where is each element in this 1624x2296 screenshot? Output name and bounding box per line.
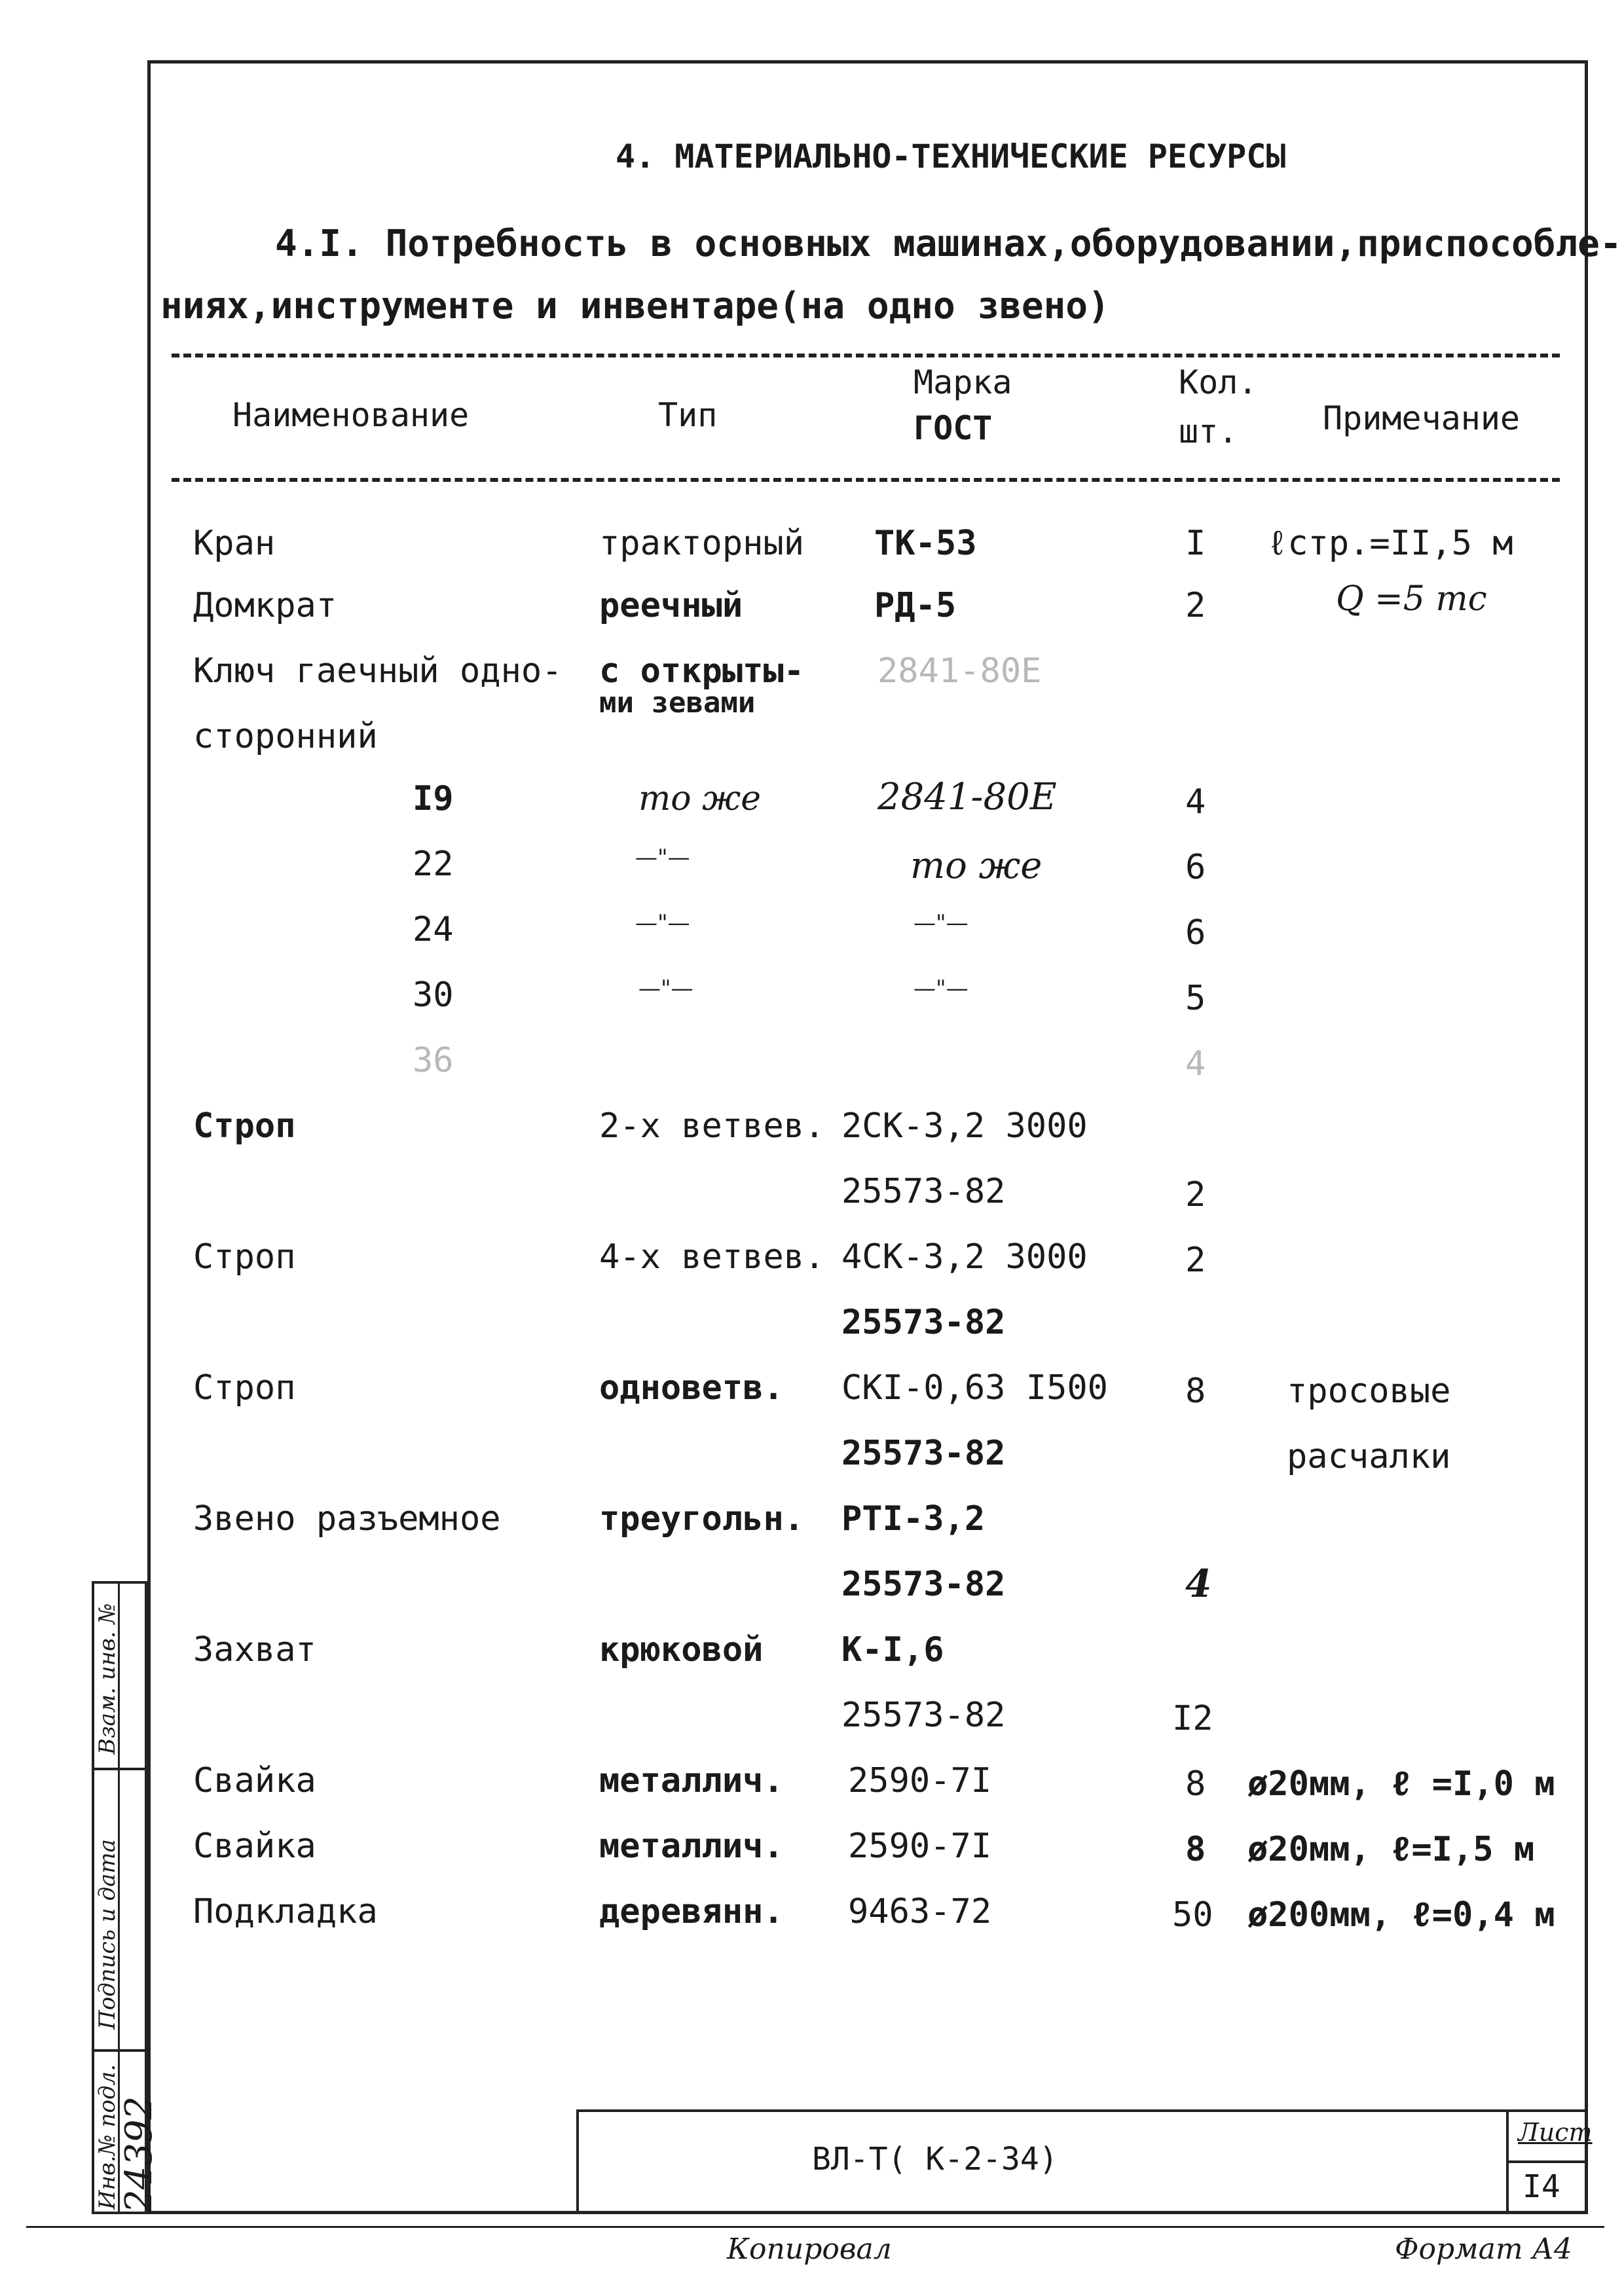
- cell-type: металлич.: [599, 1827, 784, 1866]
- cell-name: 30: [413, 975, 454, 1015]
- cell-name: Строп: [193, 1106, 296, 1146]
- section-title: 4. МАТЕРИАЛЬНО-ТЕХНИЧЕСКИЕ РЕСУРСЫ: [616, 137, 1286, 175]
- header-name: Наименование: [232, 396, 470, 434]
- cell-note: расчалки: [1287, 1437, 1451, 1476]
- cell-type: —"—: [635, 910, 690, 936]
- cell-qty: 4: [1185, 782, 1206, 822]
- cell-mark: 2841-80Е: [877, 776, 1057, 818]
- cell-qty: 2: [1185, 586, 1206, 625]
- cell-mark: СКI-0,63 I500: [841, 1368, 1108, 1408]
- cell-mark: 25573-82: [841, 1696, 1006, 1735]
- cell-type: тракторный: [599, 524, 805, 563]
- cell-name: Домкрат: [193, 586, 337, 625]
- cell-name: Свайка: [193, 1761, 316, 1800]
- cell-type: —"—: [635, 845, 690, 871]
- document-code: ВЛ-Т( К-2-34): [812, 2141, 1058, 2178]
- cell-qty: 2: [1185, 1241, 1206, 1280]
- cell-mark: —"—: [913, 910, 969, 936]
- cell-name: Кран: [193, 524, 276, 563]
- cell-type: то же: [638, 779, 762, 818]
- cell-type: деревянн.: [599, 1892, 784, 1931]
- header-qty: Кол.: [1179, 363, 1258, 401]
- table-top-divider: [172, 354, 1560, 357]
- cell-type: одноветв.: [599, 1368, 784, 1408]
- cell-qty: 4: [1185, 1044, 1206, 1084]
- cell-type: металлич.: [599, 1761, 784, 1800]
- header-type: Тип: [658, 396, 718, 434]
- cell-qty: I: [1185, 524, 1206, 563]
- cell-qty: 4: [1185, 1561, 1212, 1606]
- cell-mark: 25573-82: [841, 1303, 1006, 1342]
- cell-mark: 4СК-3,2 3000: [841, 1237, 1088, 1277]
- table-header-divider: [172, 478, 1560, 482]
- sheet-label: Лист: [1518, 2118, 1593, 2147]
- cell-mark: то же: [910, 845, 1043, 887]
- header-mark: Марка: [913, 363, 1012, 401]
- cell-mark: К-I,6: [841, 1630, 944, 1669]
- cell-note: ø20мм, ℓ =I,0 м: [1247, 1764, 1555, 1804]
- inv-label: Инв.№ подл.: [94, 2064, 120, 2210]
- inv-number: 24392: [118, 2096, 160, 2213]
- cell-qty: 8: [1185, 1830, 1206, 1869]
- sheet-number: I4: [1522, 2168, 1560, 2205]
- cell-type: треугольн.: [599, 1499, 805, 1539]
- cell-qty: I2: [1172, 1699, 1213, 1738]
- cell-qty: 5: [1185, 979, 1206, 1018]
- cell-mark: 25573-82: [841, 1565, 1006, 1604]
- cell-name: Строп: [193, 1368, 296, 1408]
- cell-mark: РД-5: [874, 586, 957, 625]
- cell-qty: 6: [1185, 913, 1206, 953]
- cell-name: 22: [413, 845, 454, 884]
- copied-label: Копировал: [727, 2232, 892, 2266]
- cell-type: реечный: [599, 586, 743, 625]
- cell-note: ø200мм, ℓ=0,4 м: [1247, 1895, 1555, 1935]
- cell-qty: 6: [1185, 848, 1206, 887]
- cell-type: 4-х ветвев.: [599, 1237, 825, 1277]
- cell-mark: 2590-7I: [848, 1761, 992, 1800]
- cell-type: крюковой: [599, 1630, 764, 1669]
- paragraph-line-2: ниях,инструменте и инвентаре(на одно звено): [160, 285, 1110, 327]
- cell-mark: РТI-3,2: [841, 1499, 986, 1539]
- cell-mark: ТК-53: [874, 524, 977, 563]
- footer-line: [26, 2226, 1604, 2228]
- signature-label: Подпись и дата: [94, 1839, 120, 2030]
- sheet-cell-divider: [1506, 2160, 1588, 2163]
- cell-name: I9: [413, 779, 454, 818]
- cell-mark: 25573-82: [841, 1172, 1006, 1211]
- cell-name: Ключ гаечный одно-: [193, 651, 563, 691]
- cell-qty: 2: [1185, 1175, 1206, 1214]
- cell-mark: 25573-82: [841, 1434, 1006, 1473]
- cell-note: тросовые: [1287, 1372, 1451, 1411]
- cell-qty: 50: [1172, 1895, 1213, 1935]
- cell-type: с открыты-: [599, 651, 805, 691]
- cell-type: 2-х ветвев.: [599, 1106, 825, 1146]
- cell-name: 36: [413, 1041, 454, 1080]
- cell-mark: —"—: [913, 975, 969, 1002]
- cell-qty: 8: [1185, 1372, 1206, 1411]
- cell-name: Свайка: [193, 1827, 316, 1866]
- cell-note: ø20мм, ℓ=I,5 м: [1247, 1830, 1535, 1869]
- format-label: Формат А4: [1395, 2232, 1572, 2266]
- header-gost: ГОСТ: [913, 409, 993, 447]
- cell-name: Строп: [193, 1237, 296, 1277]
- cell-name-continued: сторонний: [193, 717, 378, 756]
- cell-name: Захват: [193, 1630, 316, 1669]
- header-note: Примечание: [1323, 399, 1521, 437]
- cell-name: Звено разъемное: [193, 1499, 501, 1539]
- cell-name: Подкладка: [193, 1892, 378, 1931]
- header-qty-unit: шт.: [1179, 412, 1238, 450]
- cell-qty: 8: [1185, 1764, 1206, 1804]
- cell-mark: 9463-72: [848, 1892, 992, 1931]
- cell-type-continued: ми зевами: [599, 686, 756, 720]
- cell-mark: 2841-80Е: [877, 651, 1042, 691]
- cell-note: ℓстр.=II,5 м: [1267, 524, 1513, 563]
- cell-mark: 2СК-3,2 3000: [841, 1106, 1088, 1146]
- cell-name: 24: [413, 910, 454, 949]
- replace-label: Взам. инв. №: [94, 1603, 120, 1755]
- cell-note: Q =5 тс: [1336, 579, 1487, 619]
- title-block: [576, 2109, 1588, 2214]
- paragraph-line-1: 4.I. Потребность в основных машинах,оборудовании,приспособле-: [275, 223, 1622, 265]
- cell-type: —"—: [638, 975, 693, 1002]
- cell-mark: 2590-7I: [848, 1827, 992, 1866]
